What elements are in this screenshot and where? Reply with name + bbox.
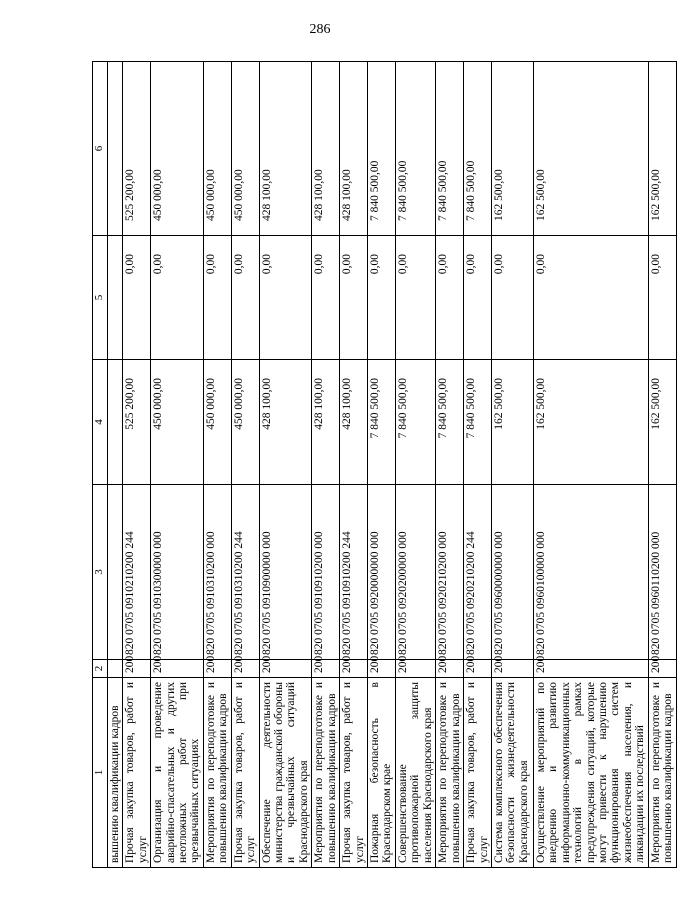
page-number: 286 <box>309 22 331 37</box>
row-total-cell: 428 100,00 <box>340 62 368 236</box>
row-kbk-cell: 820 0705 0960000000 000 <box>492 485 534 660</box>
row-code-cell: 200 <box>534 660 649 678</box>
row-kbk-cell: 820 0705 0920210200 000 <box>436 485 464 660</box>
row-code-cell: 200 <box>464 660 492 678</box>
budget-table <box>92 61 677 868</box>
table-row <box>464 62 492 868</box>
row-code-cell: 200 <box>259 660 312 678</box>
row-total-cell: 162 500,00 <box>648 62 676 236</box>
table-row <box>395 62 435 868</box>
row-total-cell: 162 500,00 <box>534 62 649 236</box>
table-row <box>534 62 649 868</box>
header-col-3: 3 <box>93 485 108 660</box>
row-amount-cell: 162 500,00 <box>534 360 649 485</box>
row-name-cell: Прочая закупка товаров, работ и услуг <box>340 678 368 868</box>
budget-table-container <box>92 62 675 868</box>
row-change-cell <box>107 236 122 360</box>
table-row <box>259 62 312 868</box>
row-code-cell: 200 <box>123 660 151 678</box>
row-change-cell: 0,00 <box>312 236 340 360</box>
row-change-cell: 0,00 <box>464 236 492 360</box>
row-amount-cell: 7 840 500,00 <box>436 360 464 485</box>
row-name-cell: Совершенствование противопожарной защиты населения Краснодарского края <box>395 678 435 868</box>
row-code-cell: 200 <box>203 660 231 678</box>
row-change-cell: 0,00 <box>231 236 259 360</box>
row-kbk-cell: 820 0705 0920000000 000 <box>367 485 395 660</box>
row-name-cell: Обеспечение деятельности министерства гражданской обороны и чрезвычайных ситуаций Краснодарского края <box>259 678 312 868</box>
row-code-cell: 200 <box>151 660 204 678</box>
row-total-cell: 450 000,00 <box>151 62 204 236</box>
row-total-cell: 7 840 500,00 <box>395 62 435 236</box>
row-change-cell: 0,00 <box>203 236 231 360</box>
row-change-cell: 0,00 <box>492 236 534 360</box>
table-row <box>367 62 395 868</box>
table-row <box>123 62 151 868</box>
row-amount-cell: 162 500,00 <box>492 360 534 485</box>
row-kbk-cell: 820 0705 0910310200 244 <box>231 485 259 660</box>
row-change-cell: 0,00 <box>340 236 368 360</box>
row-change-cell: 0,00 <box>367 236 395 360</box>
row-amount-cell: 428 100,00 <box>340 360 368 485</box>
header-col-2: 2 <box>93 660 108 678</box>
row-total-cell: 7 840 500,00 <box>464 62 492 236</box>
header-col-4: 4 <box>93 360 108 485</box>
table-row <box>648 62 676 868</box>
row-change-cell: 0,00 <box>259 236 312 360</box>
row-change-cell: 0,00 <box>151 236 204 360</box>
row-total-cell: 7 840 500,00 <box>436 62 464 236</box>
row-change-cell: 0,00 <box>534 236 649 360</box>
row-kbk-cell: 820 0705 0920210200 244 <box>464 485 492 660</box>
table-row <box>492 62 534 868</box>
row-amount-cell <box>107 360 122 485</box>
row-change-cell: 0,00 <box>123 236 151 360</box>
row-code-cell: 200 <box>436 660 464 678</box>
row-kbk-cell: 820 0705 0960110200 000 <box>648 485 676 660</box>
row-change-cell: 0,00 <box>648 236 676 360</box>
row-total-cell: 525 200,00 <box>123 62 151 236</box>
row-amount-cell: 450 000,00 <box>151 360 204 485</box>
row-kbk-cell <box>107 485 122 660</box>
row-code-cell: 200 <box>367 660 395 678</box>
row-kbk-cell: 820 0705 0910900000 000 <box>259 485 312 660</box>
row-name-cell: вышению квалификации кадров <box>107 678 122 868</box>
row-name-cell: Прочая закупка товаров, работ и услуг <box>464 678 492 868</box>
row-kbk-cell: 820 0705 0910310200 000 <box>203 485 231 660</box>
row-code-cell: 200 <box>340 660 368 678</box>
table-row <box>312 62 340 868</box>
header-col-6: 6 <box>93 62 108 236</box>
row-change-cell: 0,00 <box>436 236 464 360</box>
row-total-cell <box>107 62 122 236</box>
header-col-5: 5 <box>93 236 108 360</box>
row-code-cell: 200 <box>648 660 676 678</box>
row-kbk-cell: 820 0705 0910210200 244 <box>123 485 151 660</box>
row-amount-cell: 525 200,00 <box>123 360 151 485</box>
row-name-cell: Система комплексного обеспечения безопасности жизнедеятельности Краснодарского края <box>492 678 534 868</box>
row-change-cell: 0,00 <box>395 236 435 360</box>
row-amount-cell: 450 000,00 <box>231 360 259 485</box>
table-body <box>93 62 677 868</box>
table-row <box>231 62 259 868</box>
header-col-1: 1 <box>93 678 108 868</box>
row-amount-cell: 7 840 500,00 <box>395 360 435 485</box>
table-header-row <box>93 62 108 868</box>
row-kbk-cell: 820 0705 0910910200 244 <box>340 485 368 660</box>
table-row <box>151 62 204 868</box>
row-name-cell: Организация и проведение аварийно-спасательных и других неотложных работ при чрезвычайных ситуациях <box>151 678 204 868</box>
row-code-cell: 200 <box>312 660 340 678</box>
row-name-cell: Мероприятия по переподготовке и повышению квалификации кадров <box>436 678 464 868</box>
row-name-cell: Осуществление мероприятий по внедрению и развитию информационно-коммуникационных технологий в рамках предупреждения ситуаций, которые могут привести к нарушению функционирования систем жизнеобеспечения населения, и ликвидации их последствий <box>534 678 649 868</box>
row-name-cell: Прочая закупка товаров, работ и услуг <box>231 678 259 868</box>
row-name-cell: Прочая закупка товаров, работ и услуг <box>123 678 151 868</box>
row-total-cell: 162 500,00 <box>492 62 534 236</box>
rotated-table-frame <box>92 62 675 868</box>
row-code-cell <box>107 660 122 678</box>
row-amount-cell: 428 100,00 <box>259 360 312 485</box>
row-name-cell: Мероприятия по переподготовке и повышению квалификации кадров <box>648 678 676 868</box>
row-amount-cell: 450 000,00 <box>203 360 231 485</box>
row-name-cell: Мероприятия по переподготовке и повышению квалификации кадров <box>203 678 231 868</box>
row-kbk-cell: 820 0705 0960100000 000 <box>534 485 649 660</box>
row-total-cell: 428 100,00 <box>259 62 312 236</box>
row-total-cell: 450 000,00 <box>203 62 231 236</box>
row-kbk-cell: 820 0705 0920200000 000 <box>395 485 435 660</box>
row-code-cell: 200 <box>395 660 435 678</box>
row-total-cell: 428 100,00 <box>312 62 340 236</box>
table-row <box>107 62 122 868</box>
row-amount-cell: 428 100,00 <box>312 360 340 485</box>
row-kbk-cell: 820 0705 0910300000 000 <box>151 485 204 660</box>
row-amount-cell: 7 840 500,00 <box>464 360 492 485</box>
row-total-cell: 7 840 500,00 <box>367 62 395 236</box>
table-row <box>340 62 368 868</box>
row-amount-cell: 162 500,00 <box>648 360 676 485</box>
row-code-cell: 200 <box>492 660 534 678</box>
row-code-cell: 200 <box>231 660 259 678</box>
row-amount-cell: 7 840 500,00 <box>367 360 395 485</box>
row-total-cell: 450 000,00 <box>231 62 259 236</box>
row-kbk-cell: 820 0705 0910910200 000 <box>312 485 340 660</box>
table-row <box>203 62 231 868</box>
row-name-cell: Пожарная безопасность в Краснодарском крае <box>367 678 395 868</box>
row-name-cell: Мероприятия по переподготовке и повышению квалификации кадров <box>312 678 340 868</box>
table-row <box>436 62 464 868</box>
